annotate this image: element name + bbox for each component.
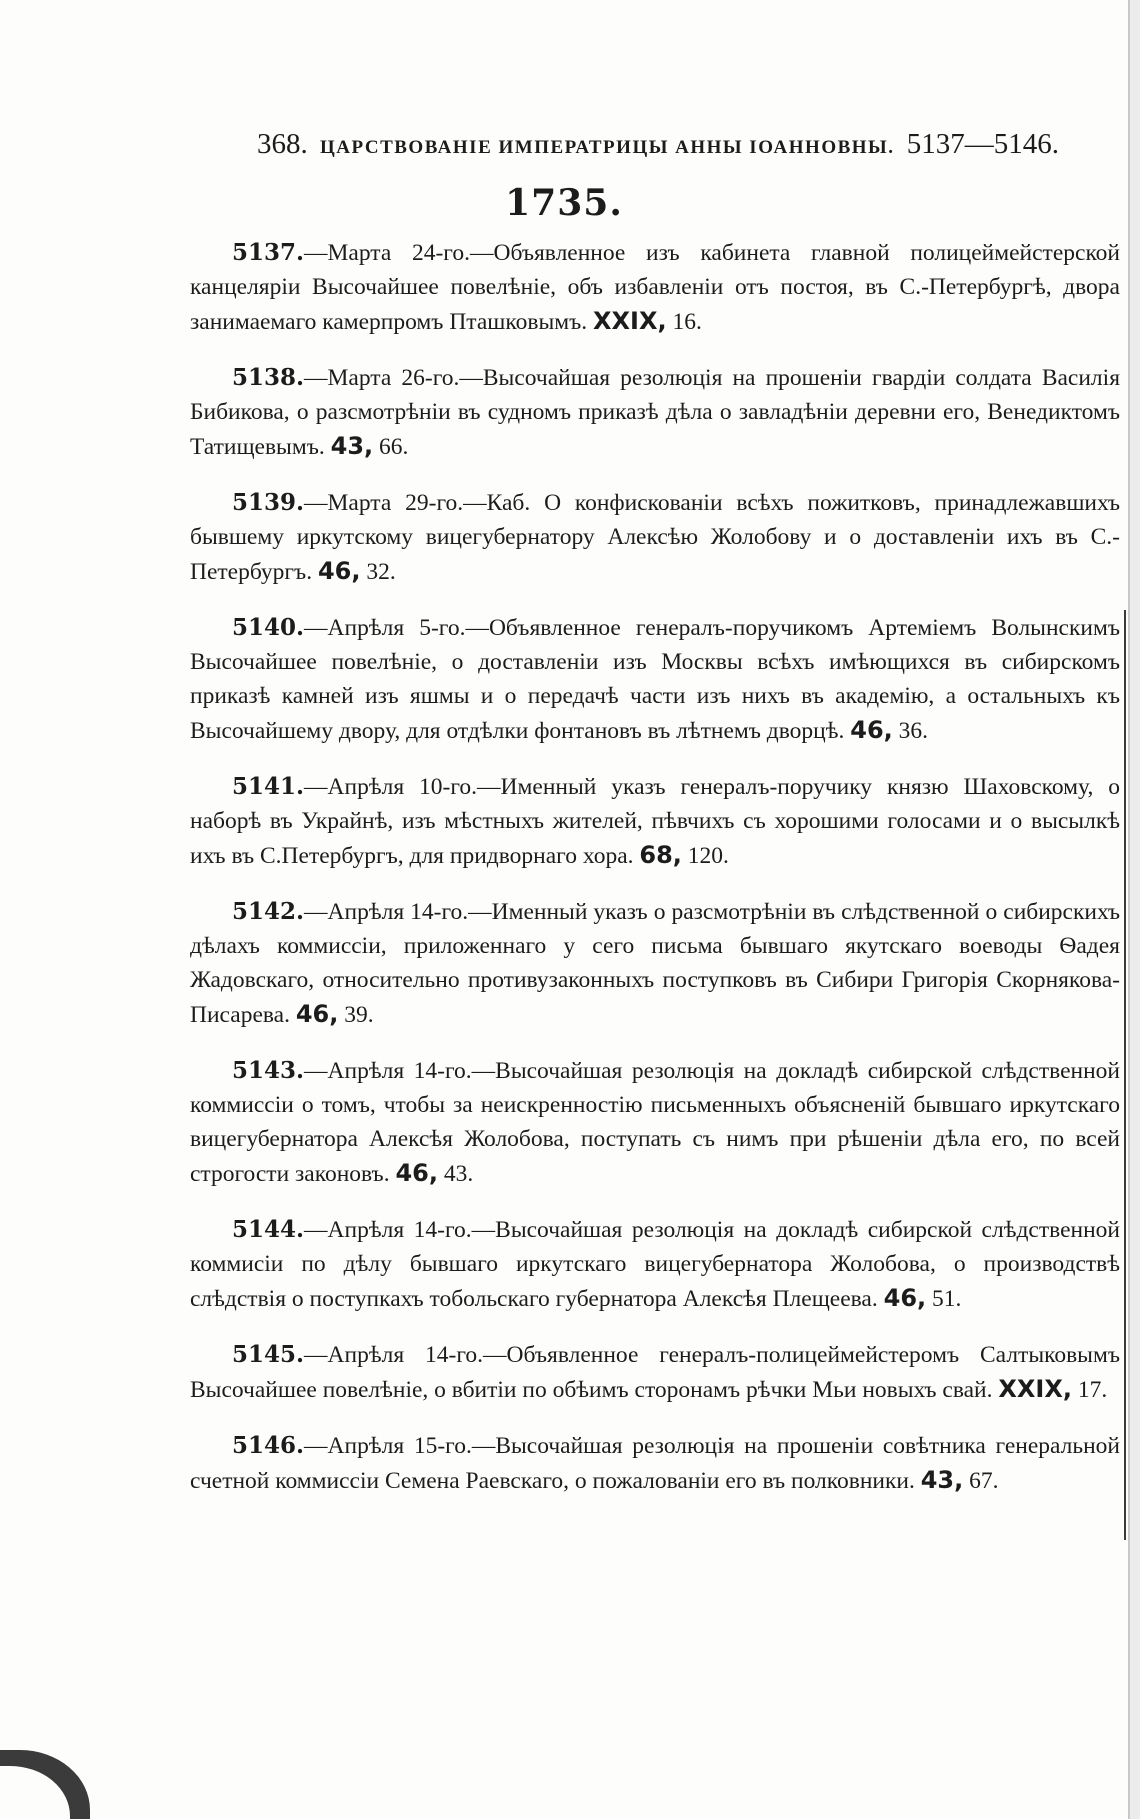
entry-number: 5138. — [232, 364, 305, 391]
entry-volume: 43, — [330, 432, 374, 460]
entry-number: 5140. — [232, 614, 305, 641]
entry-number: 5144. — [232, 1216, 305, 1243]
entry-number: 5137. — [232, 239, 305, 266]
corner-smudge — [0, 1750, 90, 1819]
entry-number: 5141. — [232, 773, 305, 800]
entry-text: —Марта 26-го.—Высочайшая резолюція на прошеніи гвардіи солдата Василія Бибикова, о разсмотрѣніи въ судномъ приказѣ дѣла о завладѣніи деревни его, Венедиктомъ Татищевымъ. — [190, 365, 1120, 460]
entry-page: 67. — [969, 1468, 999, 1494]
running-header — [257, 128, 1059, 168]
entry-text: —Апрѣля 15-го.—Высочайшая резолюція на прошеніи совѣтника генеральной счетной коммиссіи Семена Раевскаго, о пожалованіи его въ полковники. — [190, 1433, 1120, 1494]
entry-number: 5143. — [232, 1057, 305, 1084]
entry-5140 — [190, 611, 1120, 748]
entry-page: 32. — [366, 559, 396, 585]
right-margin-rule — [1124, 610, 1126, 1540]
entry-volume: 46, — [395, 1159, 438, 1187]
entry-volume: 46, — [317, 557, 361, 585]
entries-list — [190, 236, 1120, 1520]
entry-5146 — [190, 1429, 1120, 1498]
entry-page: 39. — [344, 1002, 374, 1028]
entry-5141 — [190, 770, 1120, 873]
entry-page: 36. — [898, 718, 929, 744]
entry-5144 — [190, 1213, 1120, 1316]
entry-text: —Апрѣля 10-го.—Именный указъ генералъ-поручику князю Шаховскому, о наборѣ въ Украйнѣ, изъ мѣстныхъ жителей, пѣвчихъ съ хорошими голосами и о высылкѣ ихъ въ С.Петербургъ, для придворнаго хора. — [190, 774, 1120, 869]
entry-page: 43. — [443, 1161, 474, 1187]
entry-page: 16. — [672, 309, 702, 335]
entry-number: 5139. — [232, 489, 305, 516]
entry-5143 — [190, 1054, 1120, 1191]
entry-volume: 46, — [295, 1000, 339, 1028]
entry-text: —Марта 29-го.—Каб. О конфискованіи всѣхъ пожитковъ, принадлежавшихъ бывшему иркутскому вицегубернатору Алексѣю Жолобову и о доставленіи ихъ въ С.-Петербургъ. — [190, 490, 1120, 585]
entry-page: 51. — [932, 1286, 962, 1312]
entry-text: —Апрѣля 14-го.—Именный указъ о разсмотрѣніи въ слѣдственной о сибирскихъ дѣлахъ коммиссіи, приложеннаго у сего письма бывшаго якутскаго воеводы Ѳадея Жадовскаго, относительно противузаконныхъ поступковъ въ Сибири Григорія Скорнякова-Писарева. — [190, 899, 1120, 1028]
entry-page: 66. — [379, 434, 409, 460]
entry-volume: XXIX, — [593, 307, 667, 335]
entry-page: 17. — [1077, 1377, 1108, 1403]
entry-5142 — [190, 895, 1120, 1032]
entry-text: —Марта 24-го.—Объявленное изъ кабинета главной полицеймейстерской канцеляріи Высочайшее повелѣніе, объ избавленіи отъ постоя, въ С.-Петербургѣ, двора занимаемаго камерпромъ Пташковымъ. — [190, 240, 1120, 335]
entry-number: 5145. — [232, 1341, 305, 1368]
entry-5137 — [190, 236, 1120, 339]
entry-volume: 46, — [850, 716, 893, 744]
entry-number: 5146. — [232, 1432, 305, 1459]
year-heading: 1735. — [505, 182, 623, 224]
page-edge — [1128, 0, 1140, 1819]
entry-text: —Апрѣля 14-го.—Объявленное генералъ-полицеймейстеромъ Салтыковымъ Высочайшее повелѣніе, о вбитіи по обѣимъ сторонамъ рѣчки Мьи новыхъ свай. — [190, 1342, 1120, 1403]
entry-number: 5142. — [232, 898, 305, 925]
entry-volume: 68, — [639, 841, 682, 869]
entry-5138 — [190, 361, 1120, 464]
page-number: 368. — [257, 128, 308, 160]
entry-text: —Апрѣля 14-го.—Высочайшая резолюція на докладѣ сибирской слѣдственной коммиссіи о томъ, чтобы за неискренностію письменныхъ объясненій бывшаго иркутскаго вицегубернатора Алексѣя Жолобова, поступать съ нимъ при рѣшеніи дѣла его, по всей строгости законовъ. — [190, 1058, 1120, 1187]
entry-page: 120. — [687, 843, 729, 869]
running-title: ЦАРСТВОВАНІЕ ИМПЕРАТРИЦЫ АННЫ ІОАННОВНЫ. — [320, 137, 895, 158]
entry-volume: 43, — [920, 1466, 964, 1494]
entry-range: 5137—5146. — [906, 128, 1059, 160]
entry-5145 — [190, 1338, 1120, 1407]
entry-5139 — [190, 486, 1120, 589]
entry-text: —Апрѣля 5-го.—Объявленное генералъ-поручикомъ Артеміемъ Волынскимъ Высочайшее повелѣніе, о доставленіи изъ Москвы всѣхъ имѣющихся въ сибирскомъ приказѣ камней изъ яшмы и о передачѣ части изъ нихъ въ академію, а остальныхъ къ Высочайшему двору, для отдѣлки фонтановъ въ лѣтнемъ дворцѣ. — [190, 615, 1120, 744]
entry-volume: XXIX, — [998, 1375, 1072, 1403]
entry-text: —Апрѣля 14-го.—Высочайшая резолюція на докладѣ сибирской слѣдственной коммисіи по дѣлу бывшаго иркутскаго вицегубернатора Жолобова, о производствѣ слѣдствія о поступкахъ тобольскаго губернатора Алексѣя Плещеева. — [190, 1217, 1120, 1312]
entry-volume: 46, — [883, 1284, 927, 1312]
